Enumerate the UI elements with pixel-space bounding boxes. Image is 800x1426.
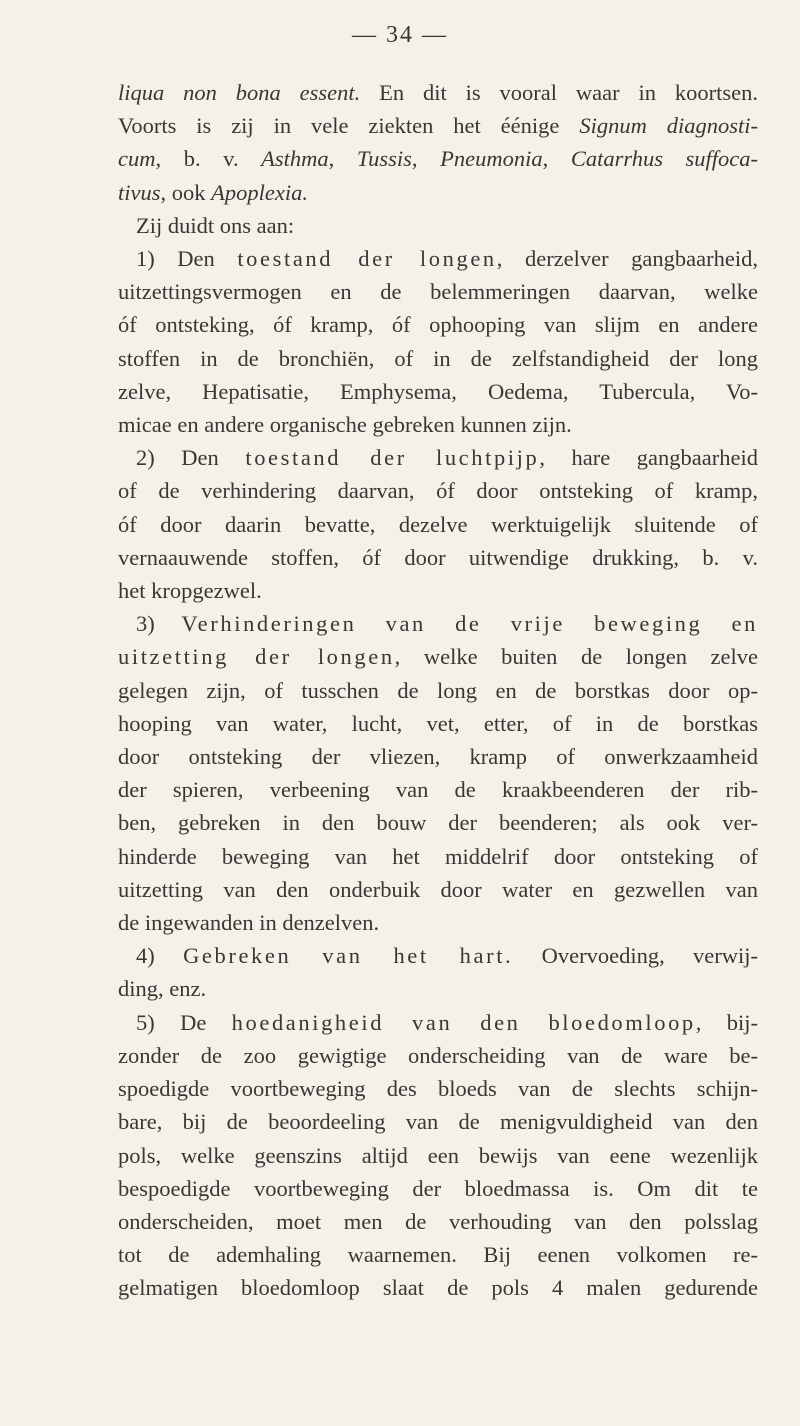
text-line: uitzetting van den onderbuik door water en gezwellen van: [118, 876, 758, 902]
text-line: tivus, ook Apoplexia.: [118, 179, 308, 205]
italic-term: cum: [118, 146, 156, 172]
text-line: 5) De hoedanigheid van den bloedomloop, bij-: [136, 1009, 758, 1035]
italic-term: Asthma: [261, 146, 329, 172]
spaced-heading: hoedanigheid van den bloedomloop: [231, 1009, 696, 1035]
text-line: door ontsteking der vliezen, kramp of onwerkzaamheid: [118, 744, 758, 770]
text-line: gelegen zijn, of tusschen de long en de borstkas door op-: [118, 677, 758, 703]
text-line: pols, welke geenszins altijd een bewijs van eene wezenlijk: [118, 1142, 758, 1168]
text-line: gelmatigen bloedomloop slaat de pols 4 malen gedurende: [118, 1275, 758, 1301]
italic-term: Tussis: [356, 146, 412, 172]
page-number: — 34 —: [352, 22, 448, 48]
text-line: bare, bij de beoordeeling van de menigvuldigheid van den: [118, 1109, 758, 1135]
text-line: hooping van water, lucht, vet, etter, of in de borstkas: [118, 710, 758, 736]
italic-term: Catarrhus suffoca-: [570, 146, 758, 172]
text-line: zonder de zoo gewigtige onderscheiding van de ware be-: [118, 1042, 758, 1068]
text-line: spoedigde voortbeweging des bloeds van de slechts schijn-: [118, 1076, 758, 1102]
spaced-heading: uitzetting der longen: [118, 644, 395, 670]
text-line: micae en andere organische gebreken kunnen zijn.: [118, 412, 572, 438]
text-line: ben, gebreken in den bouw der beenderen; als ook ver-: [118, 810, 758, 836]
body-text: [118, 76, 758, 1305]
italic-term: liqua non bona essent.: [118, 80, 361, 105]
text-line: uitzetting der longen, welke buiten de longen zelve: [118, 644, 758, 670]
text-line: zelve, Hepatisatie, Emphysema, Oedema, Tubercula, Vo-: [118, 378, 758, 404]
text-line: tot de ademhaling waarnemen. Bij eenen volkomen re-: [118, 1242, 758, 1268]
text-line: óf ontsteking, óf kramp, óf ophooping van slijm en andere: [118, 312, 758, 338]
text-line: cum, b. v. Asthma, Tussis, Pneumonia, Catarrhus suffoca-: [118, 146, 758, 172]
text-line: het kropgezwel.: [118, 578, 262, 604]
text-line: Zij duidt ons aan:: [136, 212, 295, 238]
text-line: bespoedigde voortbeweging der bloedmassa is. Om dit te: [118, 1175, 758, 1201]
spaced-heading: toestand der longen: [237, 246, 497, 272]
text-line: der spieren, verbeening van de kraakbeenderen der rib-: [118, 777, 758, 803]
text-line: of de verhindering daarvan, óf door ontsteking of kramp,: [118, 478, 758, 504]
text-line: liqua non bona essent. En dit is vooral waar in koortsen.: [118, 80, 758, 105]
text-line: Voorts is zij in vele ziekten het éénige Signum diagnosti-: [118, 113, 758, 139]
spaced-heading: Gebreken van het hart.: [183, 943, 514, 969]
italic-term: Signum diagnosti-: [579, 113, 758, 139]
italic-term: Apoplexia.: [211, 179, 308, 205]
text-line: ding, enz.: [118, 976, 207, 1002]
text-line: onderscheiden, moet men de verhouding van den polsslag: [118, 1208, 758, 1234]
text-line: óf door daarin bevatte, dezelve werktuigelijk sluitende of: [118, 511, 758, 537]
spaced-heading: toestand der luchtpijp: [245, 445, 540, 471]
text-line: 2) Den toestand der luchtpijp, hare gangbaarheid: [136, 445, 758, 471]
text-line: 4) Gebreken van het hart. Overvoeding, verwij-: [136, 943, 758, 969]
spaced-heading: Verhinderingen van de vrije beweging en: [181, 611, 758, 637]
italic-term: tivus: [118, 179, 161, 205]
text-line: 3) Verhinderingen van de vrije beweging en: [136, 611, 758, 637]
text-line: vernaauwende stoffen, óf door uitwendige drukking, b. v.: [118, 544, 758, 570]
text-line: de ingewanden in denzelven.: [118, 910, 380, 936]
text-line: uitzettingsvermogen en de belemmeringen daarvan, welke: [118, 279, 758, 305]
italic-term: Pneumonia: [440, 146, 543, 172]
text-line: 1) Den toestand der longen, derzelver gangbaarheid,: [136, 246, 758, 272]
text-line: hinderde beweging van het middelrif door ontsteking of: [118, 843, 758, 869]
text-line: stoffen in de bronchiën, of in de zelfstandigheid der long: [118, 345, 758, 371]
